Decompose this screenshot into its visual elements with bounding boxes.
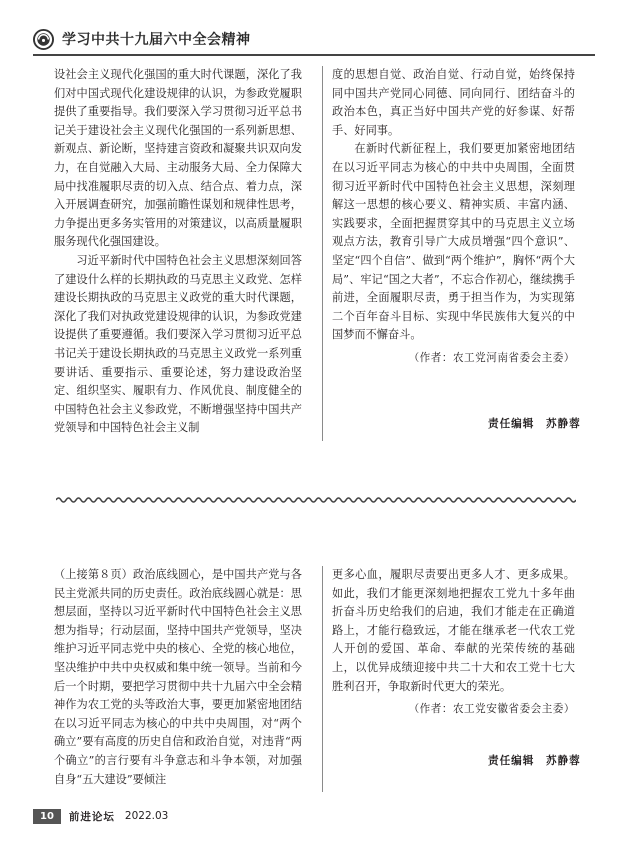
column-divider <box>322 66 323 441</box>
page-footer <box>33 808 168 824</box>
page-number: 10 <box>33 809 61 824</box>
journal-name: 前进论坛 <box>68 810 115 823</box>
author-byline: （作者：农工党安徽省委会主委） <box>408 703 575 716</box>
top-right-column <box>332 66 575 368</box>
paragraph: 更多心血，履职尽责要出更多人才、更多成果。如此，我们才能更深刻地把握农工党九十多年曲折奋斗历史给我们的启迪，我们才能走在正确道路上，才能行稳致远，才能在继承老一代农工党人开创的爱国、革命、奉献的光荣传统的基础上，以优异成绩迎接中共二十大和农工党十七大胜利召开，争取新时代更大的荣光。 <box>332 568 575 693</box>
paragraph: 度的思想自觉、政治自觉、行动自觉，始终保持同中国共产党同心同德、同向同行、团结奋斗的政治本色，真正当好中国共产党的好参谋、好帮手、好同事。 <box>332 68 575 137</box>
bottom-left-column <box>54 566 302 789</box>
paragraph: 在新时代新征程上，我们要更加紧密地团结在以习近平同志为核心的中共中央周围，全面贯彻习近平新时代中国特色社会主义思想，深刻理解这一思想的核心要义、精神实质、丰富内涵、实践要求，全面把握贯穿其中的马克思主义立场观点方法，教育引导广大成员增强“四个意识”、坚定“四个自信”、做到“两个维护”，胸怀“两个大局”、牢记“国之大者”，不忘合作初心，继续携手前进，全面履职尽责，勇于担当作为，为实现第二个百年奋斗目标、实现中华民族伟大复兴的中国梦而不懈奋斗。 <box>332 142 575 342</box>
page-header <box>33 26 595 52</box>
column-divider <box>322 566 323 792</box>
section-title: 学习中共十九届六中全会精神 <box>62 32 251 48</box>
top-left-column <box>54 66 302 438</box>
paragraph: （上接第８页）政治底线圆心，是中国共产党与各民主党派共同的历史责任。政治底线圆心就是：思想层面，坚持以习近平新时代中国特色社会主义思想为指导；行动层面，坚持中国共产党领导，坚决维护习近平同志党中央的核心、全党的核心地位，坚决维护中共中央权威和集中统一领导。当前和今后一个时期，要把学习贯彻中共十九届六中全会精神作为农工党的头等政治大事，要更加紧密地团结在以习近平同志为核心的中共中央周围，对“两个确立”要有高度的历史自信和政治自觉，对违背“两个确立”的言行要有斗争意志和斗争本领，对加强自身“五大建设”要倾注 <box>54 568 302 786</box>
responsible-editor: 责任编辑 苏静蓉 <box>488 755 581 767</box>
circular-emblem-icon <box>33 29 54 50</box>
responsible-editor: 责任编辑 苏静蓉 <box>488 418 581 430</box>
paragraph: 设社会主义现代化强国的重大时代课题，深化了我们对中国式现代化建设规律的认识，为参政党履职提供了重要指导。我们要深入学习贯彻习近平总书记关于建设社会主义现代化强国的一系列新思想、新观点、新论断，坚持建言资政和凝聚共识双向发力，在自觉融入大局、主动服务大局、全力保障大局中找准履职尽责的切入点、结合点、着力点，深入开展调查研究，加强前瞻性谋划和规律性思考，力争提出更多务实管用的对策建议，以高质量履职服务现代化强国建设。 <box>54 68 302 249</box>
wave-divider <box>56 496 576 504</box>
paragraph: 习近平新时代中国特色社会主义思想深刻回答了建设什么样的长期执政的马克思主义政党、怎样建设长期执政的马克思主义政党的重大时代课题，深化了我们对执政党建设规律的认识，为参政党建设提供了重要遵循。我们要深入学习贯彻习近平总书记关于建设长期执政的马克思主义政党一系列重要讲话、重要指示、重要论述，努力建设政治坚定、组织坚实、履职有力、作风优良、制度健全的中国特色社会主义参政党，不断增强坚持中国共产党领导和中国特色社会主义制 <box>54 253 302 435</box>
header-divider <box>33 54 595 56</box>
bottom-right-column <box>332 566 575 719</box>
issue-number: 2022.03 <box>124 810 169 822</box>
author-byline: （作者：农工党河南省委会主委） <box>408 351 575 364</box>
